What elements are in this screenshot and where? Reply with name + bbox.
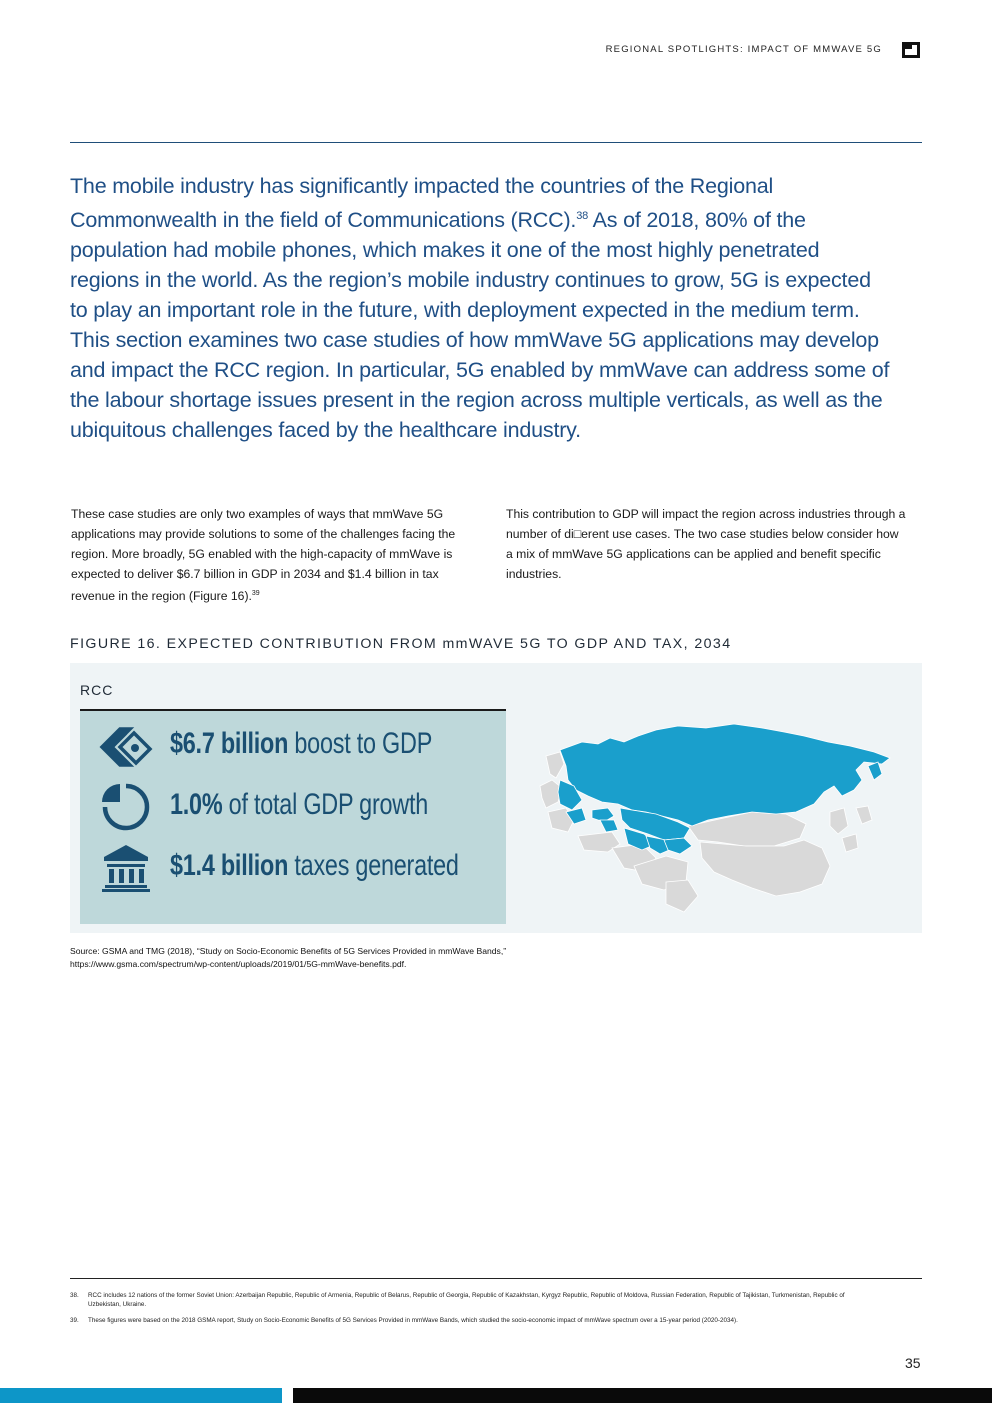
stat-text: [170, 788, 428, 822]
stat-description: of total GDP growth: [222, 788, 428, 821]
figure-title: FIGURE 16. EXPECTED CONTRIBUTION FROM mmWAVE 5G TO GDP AND TAX, 2034: [70, 636, 732, 652]
body-left-text: These case studies are only two examples of ways that mmWave 5G applications may provide solutions to some of the challenges facing the region. More broadly, 5G enabled with the high-capacity of mmWave is expected to deliver $6.7 billion in GDP in 2034 and $1.4 billion in tax revenue in the region (Figure 16).: [71, 507, 456, 604]
money-icon: [98, 721, 154, 771]
footer-bar-blue: [0, 1388, 282, 1403]
footnote-number: 39.: [70, 1317, 79, 1324]
stat-text: [170, 849, 459, 883]
stat-description: taxes generated: [288, 849, 459, 882]
footnote-text: These figures were based on the 2018 GSMA report, Study on Socio-Economic Benefits of 5G Services Provided in mmWave Bands, which studied the socio-economic impact of mmWave spectrum over a 15-year period (2020-2034).: [88, 1317, 738, 1324]
footnote-rule: [70, 1278, 922, 1279]
intro-text-2: As of 2018, 80% of the population had mobile phones, which makes it one of the most highly penetrated regions in the world. As the region’s mobile industry continues to grow, 5G is expected to play an important role in the future, with deployment expected in the medium term. This section examines two case studies of how mmWave 5G applications may develop and impact the RCC region. In particular, 5G enabled by mmWave can address some of the labour shortage issues present in the region across multiple verticals, as well as the ubiquitous challenges faced by the healthcare industry.: [70, 208, 890, 443]
figure-source: [70, 945, 670, 971]
footnote-number: 38.: [70, 1292, 79, 1299]
document-tab-icon: [902, 42, 920, 58]
footnote-ref-39[interactable]: 39: [251, 590, 260, 597]
footnote-ref-38[interactable]: 38: [576, 210, 589, 222]
footer-bar-black: [293, 1388, 992, 1403]
intro-text-1: The mobile industry has significantly impacted the countries of the Regional Commonwealth in the field of Communications (RCC).: [70, 174, 774, 233]
body-right-column: This contribution to GDP will impact the region across industries through a number of di□erent use cases. The two case studies below consider how a mix of mmWave 5G applications can be applied and benefit specific industries.: [506, 507, 906, 581]
header-rule: [70, 142, 922, 143]
rcc-region-map: [538, 716, 898, 916]
stat-gdp-growth: [98, 782, 498, 834]
running-header: REGIONAL SPOTLIGHTS: IMPACT OF MMWAVE 5G: [605, 44, 882, 55]
stat-value: 1.0%: [170, 788, 223, 821]
footnote-39: [70, 1316, 870, 1326]
intro-paragraph: [70, 171, 890, 445]
page-number: 35: [905, 1355, 921, 1371]
stat-description: boost to GDP: [288, 727, 433, 760]
pie-chart-icon: [98, 782, 154, 832]
region-label: RCC: [80, 682, 114, 698]
footnote-text: RCC includes 12 nations of the former Soviet Union: Azerbaijan Republic, Republic of Armenia, Republic of Belarus, Republic of Georgia, Republic of Kazakhstan, Kyrgyz Republic, Republic of Moldova, Russian Federation, Republic of Tajikistan, Turkmenistan, Republic of Uzbekistan, Ukraine.: [88, 1292, 845, 1308]
body-left-column: [71, 504, 471, 606]
stat-taxes: [98, 843, 498, 895]
stat-value: $1.4 billion: [170, 849, 289, 882]
stat-text: [170, 727, 432, 761]
stats-box: [80, 709, 506, 924]
footnote-38: [70, 1291, 870, 1311]
bank-building-icon: [98, 843, 154, 893]
source-url[interactable]: https://www.gsma.com/spectrum/wp-content/uploads/2019/01/5G-mmWave-benefits.pdf.: [70, 959, 407, 969]
stat-gdp-boost: [98, 721, 498, 773]
source-line-1: Source: GSMA and TMG (2018), “Study on Socio-Economic Benefits of 5G Services Provided in mmWave Bands,”: [70, 946, 507, 956]
stat-value: $6.7 billion: [170, 727, 289, 760]
